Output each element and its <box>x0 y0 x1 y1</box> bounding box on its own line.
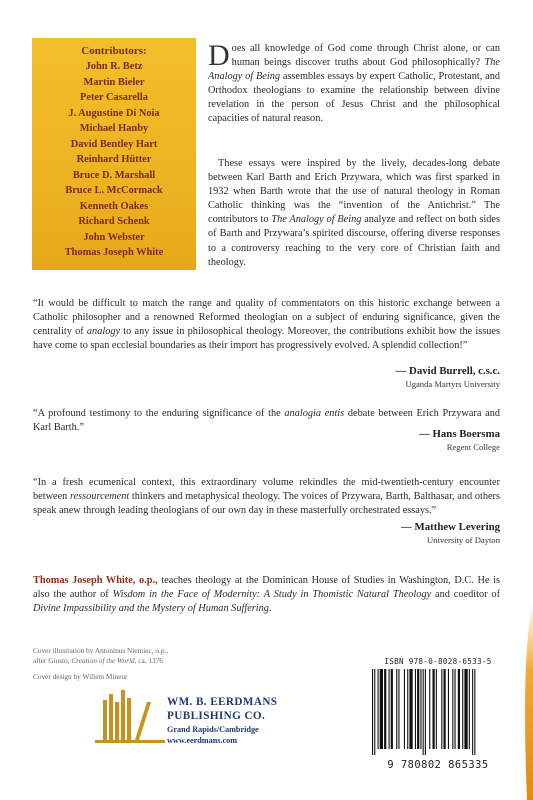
barcode-bar <box>423 669 424 755</box>
illustration-credit: Cover illustration by Antoninus Niemiec, o.p., after Giusto, Creation of the World, ca. 1376 <box>33 646 169 665</box>
intro-paragraph-1: Does all knowledge of God come through Christ alone, or can human beings discover truths about God philosophically? The Analogy of Being assembles essays by expert Catholic, Protestant, and Orthodox theologians to examine the relationship between divine revelation in the person of Jesus Christ and the philosophical capacities of natural reason. <box>208 39 500 125</box>
barcode-bar <box>415 669 416 749</box>
barcode-number: 9 780802 865335 <box>387 759 489 771</box>
design-credit: Cover design by Willem Mineur <box>33 672 128 681</box>
barcode-bar <box>378 669 379 749</box>
endorser-institution: Regent College <box>446 442 500 452</box>
contributors-title: Contributors: <box>81 45 147 57</box>
contributors-box <box>32 38 196 270</box>
publisher-name-line2: PUBLISHING CO. <box>167 710 266 722</box>
endorsement-quote: “In a fresh ecumenical context, this extraordinary volume rekindles the mid-twentieth-century encounter between ressourcement thinkers and metaphysical theology. The voices of Przywara, Barth, Balthasar, and others speak anew through leading theologians of our own day in these masterfully orchestrated essays.” <box>33 477 500 517</box>
endorser-name: — Matthew Levering <box>401 521 500 533</box>
author-name: Thomas Joseph White, o.p., <box>33 575 158 586</box>
contributor-name: Thomas Joseph White <box>64 247 164 258</box>
barcode-bar <box>380 669 383 749</box>
barcode-bar <box>448 669 449 749</box>
contributor-name: Bruce L. McCormack <box>65 185 163 196</box>
barcode-bar <box>458 669 460 749</box>
publisher-city: Grand Rapids/Cambridge <box>167 725 259 734</box>
contributor-name: Bruce D. Marshall <box>72 169 156 181</box>
barcode-bar <box>389 669 390 749</box>
barcode-bar <box>474 669 475 755</box>
publisher-website: www.eerdmans.com <box>167 736 238 745</box>
barcode-bar <box>444 669 446 749</box>
contributor-name: David Bentley Hart <box>70 138 158 150</box>
endorser-institution: University of Dayton <box>426 535 500 545</box>
barcode-bar <box>433 669 435 749</box>
intro-paragraph-2: These essays were inspired by the lively, decades-long debate between Karl Barth and Erich Przywara, which was first sparked in 1932 when Barth wrote that the use of natural theology in Roman Catholic thinking was the “invention of the Antichrist.” The contributors to The Analogy of Being analyze and reflect on both sides of Barth and Przywara’s spirited discourse, offering diverse responses to a controversy reaching to the very core of Christian faith and theology. <box>208 158 500 268</box>
contributor-name: Peter Casarella <box>80 92 148 103</box>
publisher-name-line1: WM. B. EERDMANS <box>167 696 278 708</box>
barcode-bar <box>464 669 467 749</box>
author-bio: Thomas Joseph White, o.p., teaches theology at the Dominican House of Studies in Washington, D.C. He is also the author of Wisdom in the Face of Modernity: A Study in Thomistic Natural Theology and coeditor of Divine Impassibility and the Mystery of Human Suffering. <box>33 575 500 615</box>
barcode-bar <box>372 669 373 755</box>
drop-cap: D <box>208 39 230 72</box>
eerdmans-logo-icon <box>95 678 165 746</box>
contributor-name: Michael Hanby <box>79 123 149 134</box>
barcode-bar <box>409 669 412 749</box>
barcode-bar <box>398 669 399 749</box>
barcode-bar <box>436 669 437 749</box>
contributor-name: Kenneth Oakes <box>79 200 149 212</box>
endorsement-quote: “It would be difficult to match the range and quality of commentators on this historic exchange between a Catholic philosopher and a renowned Reformed theologian on a subject of enduring significance, given the centrality of analogy to any issue in philosophical theology. Moreover, the contributions exhibit how the issues have come to span ecclesial boundaries as their import has progressively evolved. A splendid collection!” <box>33 298 501 352</box>
barcode-bar <box>391 669 393 749</box>
contributor-name: Richard Schenk <box>78 216 150 227</box>
barcode-bar <box>462 669 463 749</box>
barcode-icon <box>368 669 508 755</box>
barcode-bar <box>469 669 470 749</box>
barcode-bar <box>455 669 456 749</box>
isbn-label: ISBN 978-0-8028-6533-5 <box>384 657 492 666</box>
barcode-bar <box>452 669 453 749</box>
endorser-name: — Hans Boersma <box>419 428 500 440</box>
barcode-bar <box>396 669 397 749</box>
contributors-list <box>36 59 192 261</box>
barcode-bar <box>441 669 442 749</box>
barcode-bar <box>420 669 421 749</box>
contributor-name: Reinhard Hütter <box>76 154 152 165</box>
endorser-name: — David Burrell, c.s.c. <box>395 365 500 377</box>
contributor-name: J. Augustine Di Noia <box>68 107 160 119</box>
endorser-institution: Uganda Martyrs University <box>405 379 500 389</box>
barcode-bar <box>384 669 386 749</box>
endorsement-quote: “A profound testimony to the enduring significance of the analogia entis debate between Erich Przywara and Karl Barth.” <box>33 408 500 434</box>
barcode-bar <box>407 669 408 749</box>
contributor-name: Martin Bieler <box>83 76 145 88</box>
spine-edge-decoration <box>519 600 533 800</box>
barcode-bar <box>417 669 419 749</box>
barcode-bar <box>472 669 473 755</box>
barcode-bar <box>374 669 375 755</box>
barcode-bar <box>429 669 430 749</box>
barcode-bar <box>404 669 405 749</box>
contributor-name: John Webster <box>83 231 145 243</box>
contributor-name: John R. Betz <box>85 61 143 72</box>
barcode-bar <box>425 669 426 755</box>
